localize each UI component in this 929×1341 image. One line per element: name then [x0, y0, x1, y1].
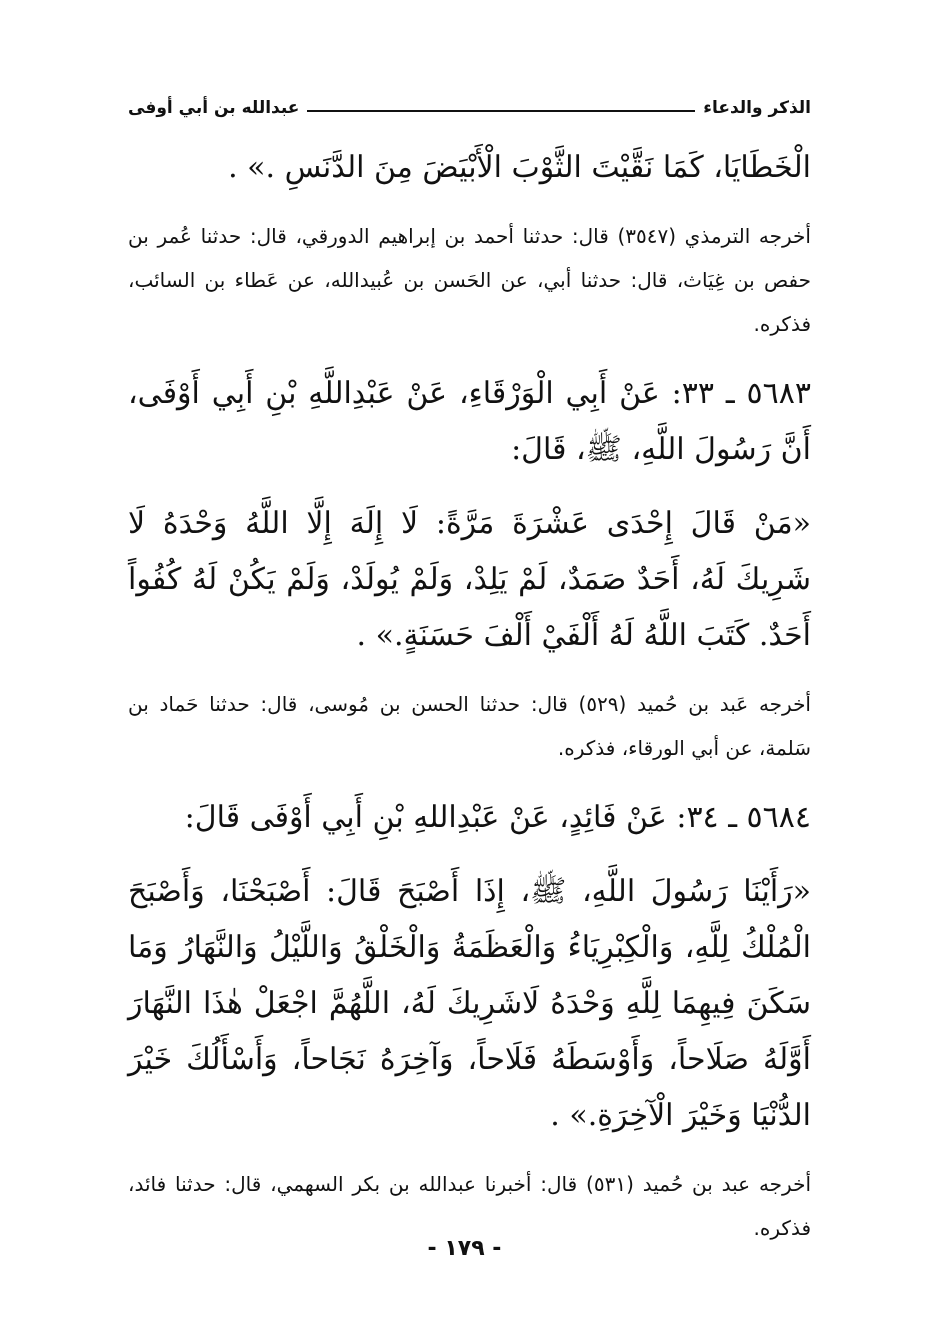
header-rule — [307, 110, 695, 112]
hadith-text: «مَنْ قَالَ إِحْدَى عَشْرَةَ مَرَّةً: لَا إِلَهَ إِلَّا اللَّهُ وَحْدَهُ لَا شَرِيكَ لَهُ، أَحَدٌ صَمَدٌ، لَمْ يَلِدْ، وَلَمْ يُولَدْ، وَلَمْ يَكُنْ لَهُ كُفُواً أَحَدٌ. كَتَبَ اللَّهُ لَهُ أَلْفَيْ أَلْفَ حَسَنَةٍ.» . — [128, 506, 811, 653]
takhrij-note: أخرجه الترمذي (٣٥٤٧) قال: حدثنا أحمد بن إبراهيم الدورقي، قال: حدثنا عُمر بن حفص بن غِيَاث، قال: حدثنا أبي، عن الحَسن بن عُبيدالله، عن عَطاء بن السائب، فذكره. — [128, 224, 811, 336]
hadith-text-continuation: الْخَطَايَا، كَمَا نَقَّيْتَ الثَّوْبَ الْأَبْيَضَ مِنَ الدَّنَسِ .» . — [228, 150, 811, 185]
running-header — [128, 88, 811, 118]
hadith-text: «رَأَيْنَا رَسُولَ اللَّهِ، ﷺ، إِذَا أَصْبَحَ قَالَ: أَصْبَحْنَا، وَأَصْبَحَ الْمُلْكُ لِلَّهِ، وَالْكِبْرِيَاءُ وَالْعَظَمَةُ وَالْخَلْقُ وَاللَّيْلُ وَالنَّهَارُ وَمَا سَكَنَ فِيهِمَا لِلَّهِ وَحْدَهُ لَاشَرِيكَ لَهُ، اللَّهُمَّ اجْعَلْ هٰذَا النَّهَارَ أَوَّلَهُ صَلَاحاً، وَأَوْسَطَهُ فَلَاحاً، وَآخِرَهُ نَجَاحاً، وَأَسْأَلُكَ خَيْرَ الدُّنْيَا وَخَيْرَ الْآخِرَةِ.» . — [128, 874, 811, 1133]
hadith-isnad: ٥٦٨٣ ـ ٣٣: عَنْ أَبِي الْوَرْقَاءِ، عَنْ عَبْدِاللَّهِ بْنِ أَبِي أَوْفَى، أَنَّ رَسُولَ اللَّهِ، ﷺ، قَالَ: — [128, 376, 811, 467]
takhrij-note: أخرجه عَبد بن حُميد (٥٢٩) قال: حدثنا الحسن بن مُوسى، قال: حدثنا حَماد بن سَلمة، عن أبي الورقاء، فذكره. — [128, 692, 811, 760]
takhrij-note: أخرجه عبد بن حُميد (٥٣١) قال: أخبرنا عبدالله بن بكر السهمي، قال: حدثنا فائد، فذكره. — [128, 1172, 811, 1240]
header-section-title: عبدالله بن أبي أوفى — [128, 98, 300, 118]
hadith-isnad: ٥٦٨٤ ـ ٣٤: عَنْ فَائِدٍ، عَنْ عَبْدِاللهِ بْنِ أَبِي أَوْفَى قَالَ: — [184, 800, 811, 835]
page-number: - ١٧٩ - — [427, 1236, 502, 1261]
page-body — [128, 140, 811, 1270]
header-chapter-title: الذكر والدعاء — [703, 98, 811, 118]
